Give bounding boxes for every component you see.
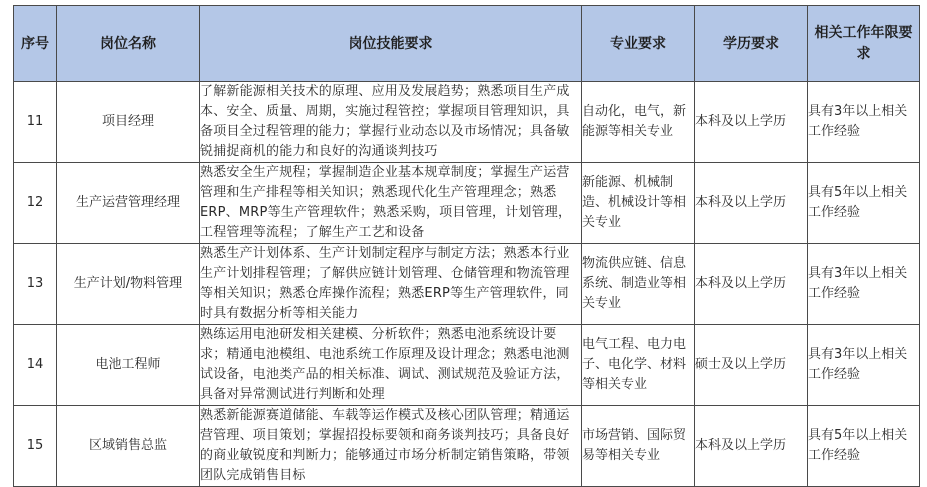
cell-title: 区域销售总监 <box>57 406 200 487</box>
cell-skills: 了解新能源相关技术的原理、应用及发展趋势；熟悉项目生产成本、安全、质量、周期，实施过程管控；掌握项目管理知识，具备项目全过程管理的能力；掌握行业动态以及市场情况；具备敏锐捕捉商机的能力和良好的沟通谈判技巧 <box>200 82 582 163</box>
cell-title: 生产计划/物料管理 <box>57 244 200 325</box>
table-row <box>14 406 920 487</box>
cell-experience: 具有3年以上相关工作经验 <box>808 244 920 325</box>
header-seq: 序号 <box>14 6 57 82</box>
header-title: 岗位名称 <box>57 6 200 82</box>
cell-skills: 熟悉安全生产规程；掌握制造企业基本规章制度；掌握生产运营管理和生产排程等相关知识；熟悉现代化生产管理理念；熟悉ERP、MRP等生产管理软件；熟悉采购，项目管理，计划管理，工程管理等流程；了解生产工艺和设备 <box>200 163 582 244</box>
cell-education: 本科及以上学历 <box>695 163 808 244</box>
cell-seq: 11 <box>14 82 57 163</box>
table-body <box>14 82 920 487</box>
cell-seq: 15 <box>14 406 57 487</box>
table-row <box>14 325 920 406</box>
cell-education: 本科及以上学历 <box>695 406 808 487</box>
job-requirements-table <box>13 5 920 487</box>
header-major: 专业要求 <box>582 6 695 82</box>
cell-experience: 具有5年以上相关工作经验 <box>808 406 920 487</box>
cell-seq: 12 <box>14 163 57 244</box>
header-experience: 相关工作年限要求 <box>808 6 920 82</box>
table-row <box>14 244 920 325</box>
cell-education: 本科及以上学历 <box>695 82 808 163</box>
cell-experience: 具有3年以上相关工作经验 <box>808 82 920 163</box>
table-row <box>14 82 920 163</box>
cell-skills: 熟悉新能源赛道储能、车载等运作模式及核心团队管理；精通运营管理、项目策划；掌握招投标要领和商务谈判技巧；具备良好的商业敏锐度和判断力；能够通过市场分析制定销售策略，带领团队完成销售目标 <box>200 406 582 487</box>
cell-major: 自动化，电气，新能源等相关专业 <box>582 82 695 163</box>
cell-experience: 具有5年以上相关工作经验 <box>808 163 920 244</box>
cell-major: 市场营销、国际贸易等相关专业 <box>582 406 695 487</box>
table-row <box>14 163 920 244</box>
cell-major: 物流供应链、信息系统、制造业等相关专业 <box>582 244 695 325</box>
header-education: 学历要求 <box>695 6 808 82</box>
cell-experience: 具有3年以上相关工作经验 <box>808 325 920 406</box>
cell-title: 项目经理 <box>57 82 200 163</box>
cell-title: 生产运营管理经理 <box>57 163 200 244</box>
cell-seq: 13 <box>14 244 57 325</box>
table-header <box>14 6 920 82</box>
cell-education: 本科及以上学历 <box>695 244 808 325</box>
cell-major: 新能源、机械制造、机械设计等相关专业 <box>582 163 695 244</box>
cell-title: 电池工程师 <box>57 325 200 406</box>
cell-major: 电气工程、电力电子、电化学、材料等相关专业 <box>582 325 695 406</box>
cell-seq: 14 <box>14 325 57 406</box>
header-skills: 岗位技能要求 <box>200 6 582 82</box>
cell-education: 硕士及以上学历 <box>695 325 808 406</box>
cell-skills: 熟悉生产计划体系、生产计划制定程序与制定方法；熟悉本行业生产计划排程管理；了解供应链计划管理、仓储管理和物流管理等相关知识；熟悉仓库操作流程；熟悉ERP等生产管理软件，同时具有数据分析等相关能力 <box>200 244 582 325</box>
cell-skills: 熟练运用电池研发相关建模、分析软件；熟悉电池系统设计要求；精通电池模组、电池系统工作原理及设计理念；熟悉电池测试设备，电池类产品的相关标准、调试、测试规范及验证方法，具备对异常测试进行判断和处理 <box>200 325 582 406</box>
header-row <box>14 6 920 82</box>
